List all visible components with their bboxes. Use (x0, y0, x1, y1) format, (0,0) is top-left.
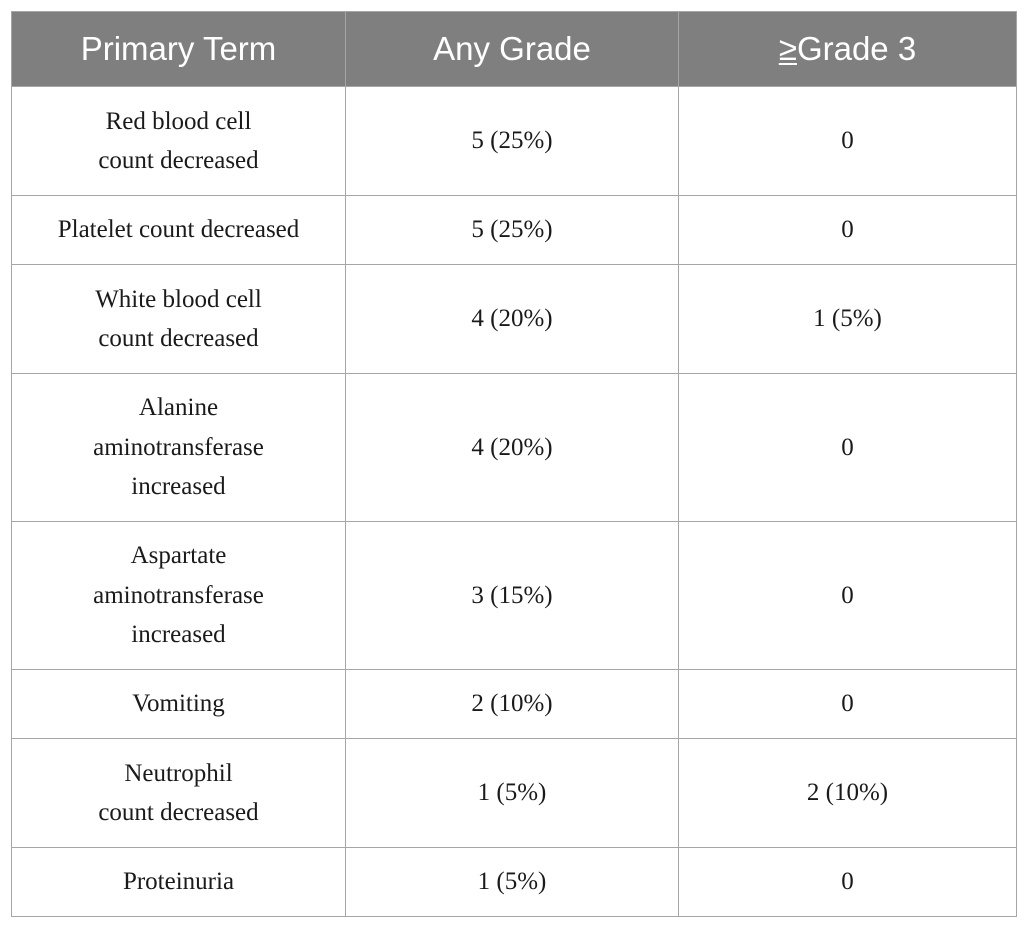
term-cell (12, 670, 346, 739)
term-cell (12, 265, 346, 374)
term-cell (12, 522, 346, 670)
term-line: Platelet count decreased (57, 216, 300, 244)
term-cell (12, 87, 346, 196)
header-any-grade: Any Grade (346, 12, 679, 87)
term-line: aminotransferase (93, 433, 264, 461)
term-line: Red blood cell (105, 107, 252, 135)
grade-3-cell: 0 (679, 522, 1017, 670)
any-grade-cell: 1 (5%) (346, 739, 679, 848)
term-line: count decreased (98, 799, 259, 826)
table-row (12, 522, 1017, 670)
header-row (12, 12, 1017, 87)
table-row (12, 739, 1017, 848)
term-line: increased (131, 621, 226, 649)
term-cell (12, 196, 346, 265)
table-row (12, 670, 1017, 739)
grade-3-cell: 0 (679, 670, 1017, 739)
term-line: Vomiting (132, 690, 225, 718)
term-line: aminotransferase (93, 581, 264, 609)
grade-3-cell: 0 (679, 196, 1017, 265)
table-row (12, 196, 1017, 265)
any-grade-cell: 4 (20%) (346, 374, 679, 522)
any-grade-cell: 5 (25%) (346, 87, 679, 196)
grade-3-cell: 0 (679, 87, 1017, 196)
header-grade-3-label: Grade 3 (796, 30, 917, 67)
header-primary-term: Primary Term (12, 12, 346, 87)
term-line: Aspartate (130, 542, 227, 570)
table-row (12, 265, 1017, 374)
term-cell (12, 848, 346, 917)
term-line: count decreased (98, 147, 259, 174)
any-grade-cell: 4 (20%) (346, 265, 679, 374)
any-grade-cell: 5 (25%) (346, 196, 679, 265)
grade-3-cell: 0 (679, 848, 1017, 917)
header-grade-3-or-higher (679, 12, 1017, 87)
grade-3-cell: 1 (5%) (679, 265, 1017, 374)
table-row (12, 848, 1017, 917)
term-line: Neutrophil (124, 759, 233, 787)
term-line: Proteinuria (122, 868, 235, 896)
term-line: Alanine (138, 394, 219, 422)
term-cell (12, 374, 346, 522)
any-grade-cell: 2 (10%) (346, 670, 679, 739)
any-grade-cell: 1 (5%) (346, 848, 679, 917)
grade-3-cell: 0 (679, 374, 1017, 522)
term-line: count decreased (98, 325, 259, 352)
any-grade-cell: 3 (15%) (346, 522, 679, 670)
greater-equal-symbol: ≥ (778, 30, 797, 67)
term-line: White blood cell (95, 285, 262, 313)
table-row (12, 374, 1017, 522)
term-cell (12, 739, 346, 848)
term-line: increased (131, 473, 226, 501)
table-row (12, 87, 1017, 196)
adverse-events-table (11, 11, 1017, 917)
grade-3-cell: 2 (10%) (679, 739, 1017, 848)
